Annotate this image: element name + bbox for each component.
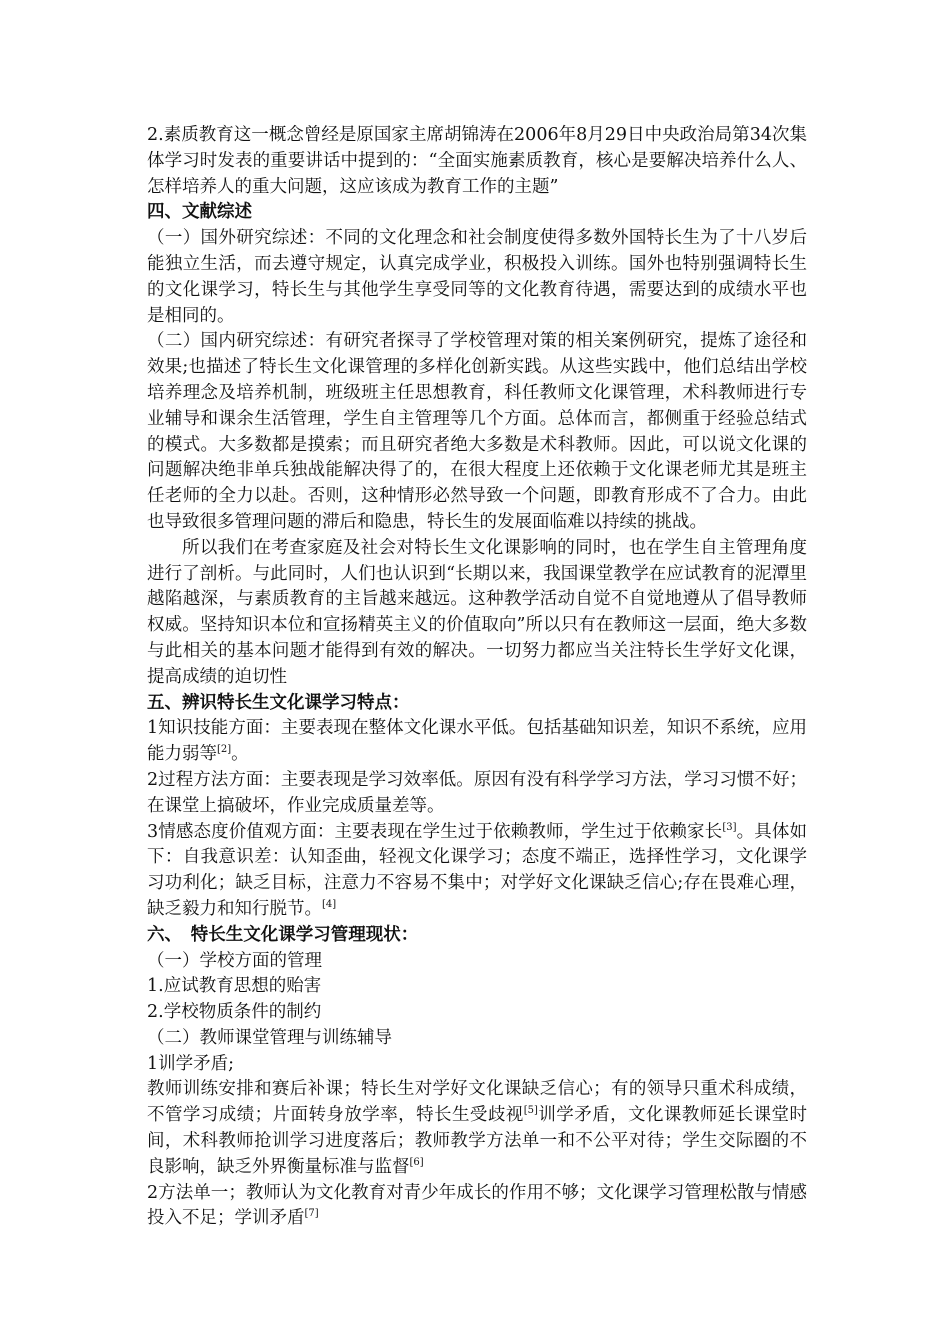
paragraph-analysis: 所以我们在考查家庭及社会对特长生文化课影响的同时，也在学生自主管理角度进行了剖析。与此同时，人们也认识到“长期以来，我国课堂教学在应试教育的泥潭里越陷越深，与素质教育的主旨越来越远。这种教学活动自觉不自觉地遵从了倡导教师权威。坚持知识本位和宣扬精英主义的价值取向”所以只有在教师这一层面，绝大多数与此相关的基本问题才能得到有效的解决。一切努力都应当关注特长生学好文化课，提高成绩的迫切性 bbox=[147, 537, 807, 687]
paragraph-emotion-attitude bbox=[147, 820, 807, 923]
heading-learning-traits: 五、辨识特长生文化课学习特点： bbox=[147, 692, 410, 713]
citation-7: [7] bbox=[304, 1208, 319, 1220]
paragraph-domestic-review: （二）国内研究综述：有研究者探寻了学校管理对策的相关案例研究，提炼了途径和效果;也描述了特长生文化课管理的多样化创新实践。从这些实践中，他们总结出学校培养理念及培养机制，班级班主任思想教育，科任教师文化课管理，术科教师进行专业辅导和课余生活管理，学生自主管理等几个方面。总体而言，都侧重于经验总结式的模式。大多数都是摸索；而且研究者绝大多数是术科教师。因此，可以说文化课的问题解决绝非单兵独战能解决得了的，在很大程度上还依赖于文化课老师尤其是班主任老师的全力以赴。否则，这种情形必然导致一个问题，即教育形成不了合力。由此也导致很多管理问题的滞后和隐患，特长生的发展面临难以持续的挑战。 bbox=[147, 331, 807, 532]
citation-5: [5] bbox=[523, 1105, 538, 1117]
paragraph-note-2: 2.素质教育这一概念曾经是原国家主席胡锦涛在2006年8月29日中央政治局第34次集体学习时发表的重要讲话中提到的：“全面实施素质教育，核心是要解决培养什么人、怎样培养人的重大问题，这应该成为教育工作的主题” bbox=[147, 125, 807, 197]
single-method-text: 2方法单一；教师认为文化教育对青少年成长的作用不够；文化课学习管理松散与情感投入不足；学训矛盾 bbox=[147, 1182, 807, 1229]
knowledge-skills-text: 1知识技能方面：主要表现在整体文化课水平低。包括基础知识差，知识不系统，应用能力弱等 bbox=[147, 718, 807, 765]
item-material-conditions: 2.学校物质条件的制约 bbox=[147, 1002, 322, 1023]
citation-2: [2] bbox=[217, 744, 232, 756]
citation-3: [3] bbox=[722, 821, 737, 833]
paragraph-knowledge-skills bbox=[147, 716, 807, 768]
training-conflict-text-a: 教师训练安排和赛后补课；特长生对学好文化课缺乏信心；有的领导只重术科成绩，不管学习成绩；片面转身放学率，特长生受歧视 bbox=[147, 1079, 807, 1126]
training-conflict-text-b: 训学矛盾，文化课教师延长课堂时间，术科教师抢训学习进度落后；教师教学方法单一和不公平对待；学生交际圈的不良影响，缺乏外界衡量标准与监督 bbox=[147, 1105, 808, 1177]
subheading-school-management: （一）学校方面的管理 bbox=[147, 950, 322, 971]
heading-literature-review: 四、文献综述 bbox=[147, 202, 252, 223]
paragraph-single-method bbox=[147, 1181, 807, 1233]
item-training-conflict: 1训学矛盾; bbox=[147, 1053, 235, 1074]
citation-6: [6] bbox=[409, 1156, 424, 1168]
paragraph-foreign-review: （一）国外研究综述：不同的文化理念和社会制度使得多数外国特长生为了十八岁后能独立生活，而去遵守规定，认真完成学业，积极投入训练。国外也特别强调特长生的文化课学习，特长生与其他学生享受同等的文化教育待遇，需要达到的成绩水平也是相同的。 bbox=[147, 228, 807, 326]
citation-4: [4] bbox=[322, 898, 337, 910]
document-page bbox=[147, 123, 807, 1232]
emotion-attitude-text: 3情感态度价值观方面：主要表现在学生过于依赖教师，学生过于依赖家长 bbox=[147, 821, 723, 842]
paragraph-process-methods: 2过程方法方面：主要表现是学习效率低。原因有没有科学学习方法，学习习惯不好；在课堂上搞破坏，作业完成质量差等。 bbox=[147, 769, 807, 816]
emotion-attitude-details: 。具体如下：自我意识差：认知歪曲，轻视文化课学习；态度不端正，选择性学习，文化课学习功利化；缺乏目标，注意力不容易不集中；对学好文化课缺乏信心;存在畏难心理，缺乏毅力和知行脱节。 bbox=[147, 821, 807, 919]
item-exam-oriented: 1.应试教育思想的贻害 bbox=[147, 976, 322, 997]
knowledge-skills-end: 。 bbox=[231, 744, 249, 765]
paragraph-training-conflict bbox=[147, 1077, 807, 1180]
subheading-teacher-management: （二）教师课堂管理与训练辅导 bbox=[147, 1027, 392, 1048]
heading-management-status: 六、 特长生文化课学习管理现状： bbox=[147, 924, 419, 945]
